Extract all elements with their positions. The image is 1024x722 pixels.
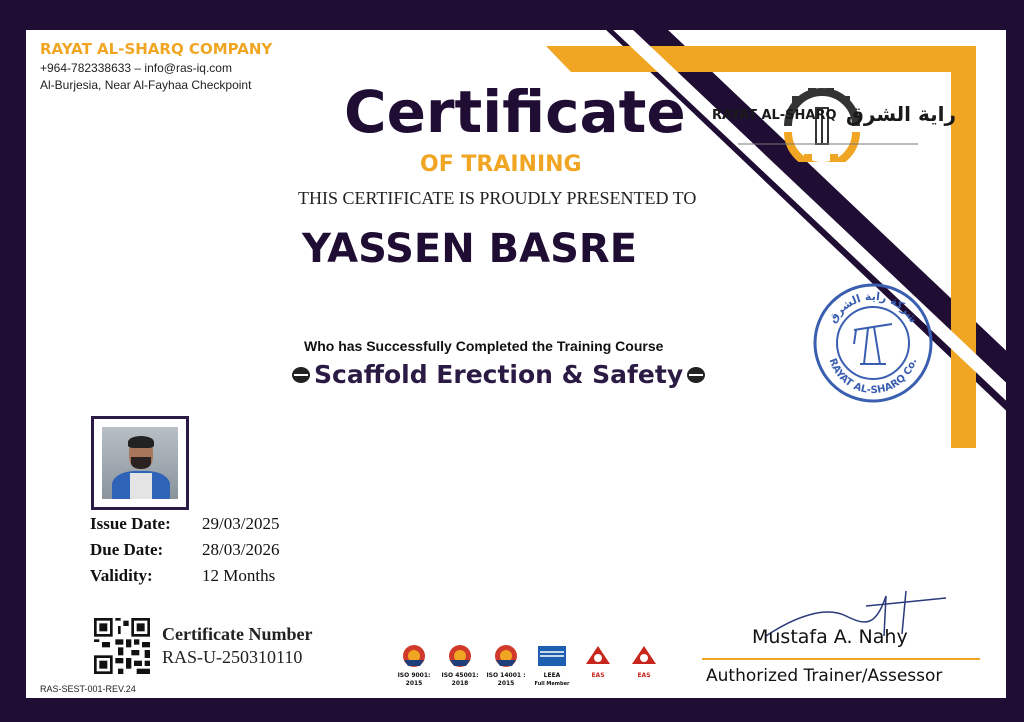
eas-badge: EAS: [578, 644, 618, 688]
helmet-bullet-icon: [292, 367, 310, 383]
leea-icon: [536, 644, 568, 668]
stamp-text-english: RAYAT AL-SHARQ Co.: [826, 357, 920, 397]
logo-text-arabic: راية الشرق: [846, 102, 957, 126]
iso-14001-badge: ISO 14001 : 2015: [486, 644, 526, 688]
issue-date-label: Issue Date:: [90, 514, 171, 533]
logo-text-english: RAYAT AL-SHARQ: [712, 108, 837, 123]
iso-icon: [490, 644, 522, 668]
presented-to-text: THIS CERTIFICATE IS PROUDLY PRESENTED TO: [298, 188, 697, 208]
due-date-label: Due Date:: [90, 540, 164, 559]
iso-9001-badge: ISO 9001: 2015: [394, 644, 434, 688]
stamp-text-arabic: شركة راية الشرق: [825, 289, 921, 326]
iso-icon: [398, 644, 430, 668]
accreditation-badges: [394, 644, 664, 688]
eas-badge: EAS: [624, 644, 664, 688]
due-date-row: [90, 540, 279, 560]
company-contact: +964-782338633 – info@ras-iq.com: [40, 61, 232, 75]
recipient-name: YASSEN BASRE: [302, 226, 638, 272]
company-address: Al-Burjesia, Near Al-Fayhaa Checkpoint: [40, 78, 252, 92]
certificate-subtitle: OF TRAINING: [420, 152, 582, 177]
certificate-number-value: RAS-U-250310110: [162, 647, 303, 667]
issue-date-value: 29/03/2025: [202, 514, 280, 533]
leea-badge: LEEA Full Member: [532, 644, 572, 688]
eas-icon: [628, 644, 660, 668]
completion-statement: Who has Successfully Completed the Training Course: [304, 338, 664, 354]
oil-pump-icon: [854, 324, 892, 364]
company-name: RAYAT AL-SHARQ COMPANY: [40, 40, 273, 58]
revision-code: RAS-SEST-001-REV.24: [40, 684, 136, 694]
eas-icon: [582, 644, 614, 668]
due-date-value: 28/03/2026: [202, 540, 280, 559]
signatory-name: Mustafa A. Nahy: [752, 626, 908, 648]
iso-45001-badge: ISO 45001: 2018: [440, 644, 480, 688]
validity-row: [90, 566, 275, 586]
course-name: Scaffold Erection & Safety: [314, 360, 684, 389]
issue-date-row: [90, 514, 279, 534]
qr-code-icon: [94, 618, 150, 674]
certificate-title: Certificate: [344, 78, 686, 146]
signatory-role: Authorized Trainer/Assessor: [706, 666, 943, 686]
validity-value: 12 Months: [202, 566, 276, 585]
certificate-sheet: [26, 30, 1006, 698]
helmet-bullet-icon: [687, 367, 705, 383]
iso-icon: [444, 644, 476, 668]
trainee-photo: [91, 416, 189, 510]
validity-label: Validity:: [90, 566, 153, 585]
signature-line: [702, 658, 980, 660]
company-header: [40, 40, 272, 92]
course-title: [292, 360, 705, 389]
company-stamp: [808, 278, 938, 412]
certificate-number-label: Certificate Number: [162, 624, 313, 644]
